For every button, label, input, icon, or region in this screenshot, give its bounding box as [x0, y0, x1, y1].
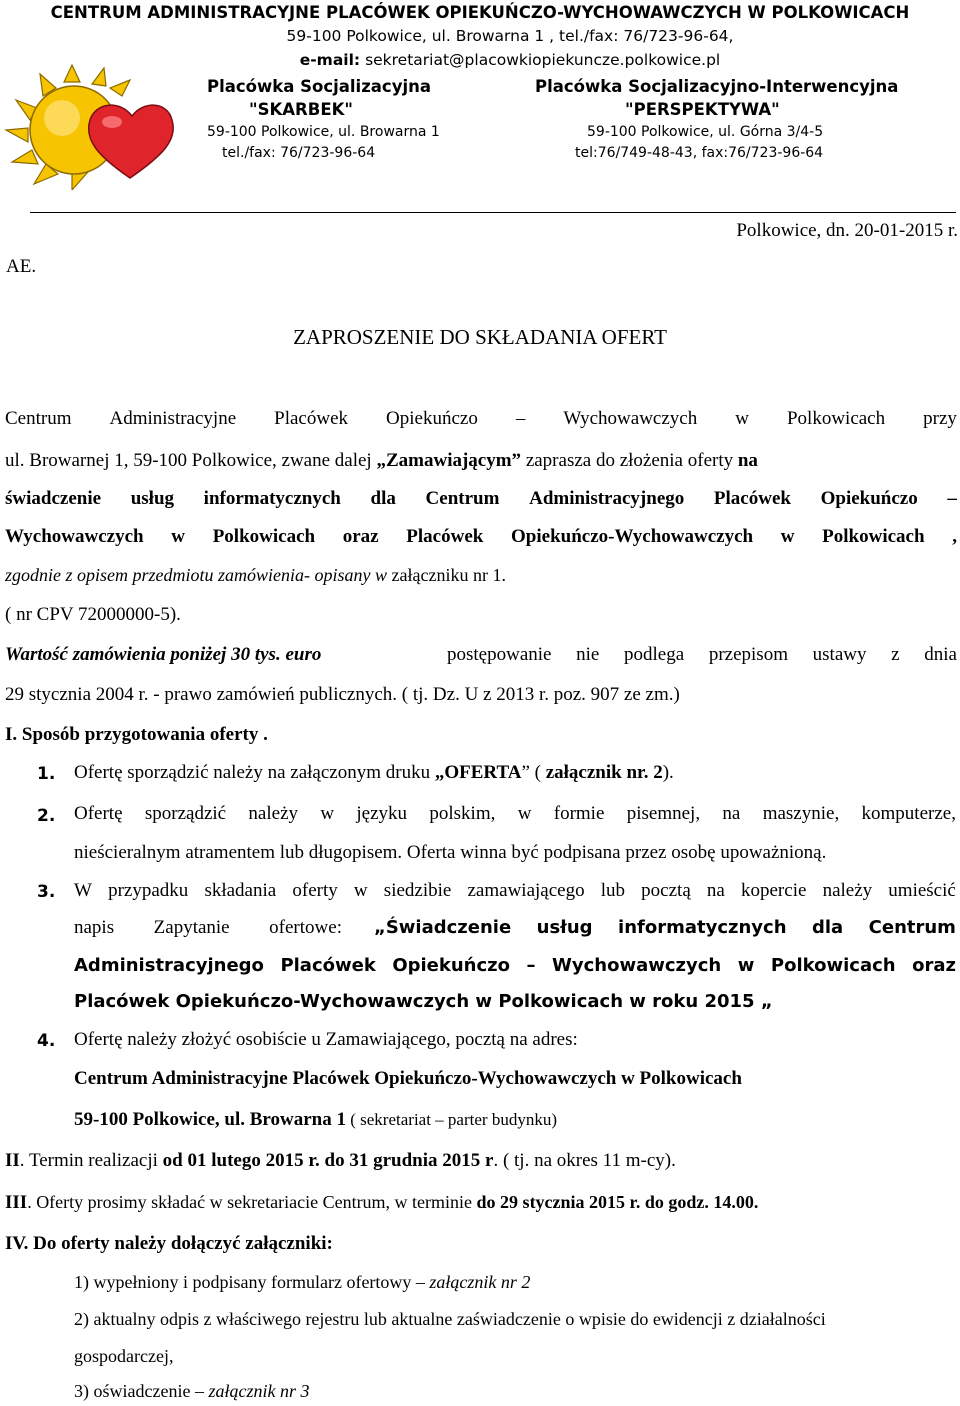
word: –	[526, 955, 536, 976]
word: dla	[811, 917, 844, 938]
word: Polkowicach	[770, 955, 896, 976]
intro-attachment-ref: załączniku nr 1.	[387, 565, 506, 585]
intro-bold-na: na	[737, 450, 758, 471]
word: Placówek	[406, 526, 484, 547]
sun-and-heart-logo	[0, 60, 195, 190]
word: komputerze,	[861, 803, 956, 824]
section-2-dates: od 01 lutego 2015 r. do 31 grudnia 2015 r	[162, 1150, 494, 1171]
reference: AE.	[6, 256, 37, 277]
item-4-line-3	[74, 1109, 557, 1131]
word: nie	[576, 644, 600, 665]
email-label: e-mail:	[299, 51, 361, 69]
item-1-number: 1.	[37, 764, 56, 784]
word: ustawy	[812, 644, 867, 665]
header-address-line: 59-100 Polkowice, ul. Browarna 1 , tel./fax: 76/723-96-64,	[286, 27, 734, 45]
item-2-line-2: nieścieralnym atramentem lub długopisem. Oferta winna być podpisana przez osobę upoważnioną.	[74, 842, 827, 863]
section-1-heading: I. Sposób przygotowania oferty .	[5, 724, 268, 745]
section-2	[5, 1150, 676, 1172]
word: dnia	[924, 644, 957, 665]
value-threshold: Wartość zamówienia poniżej 30 tys. euro	[5, 644, 322, 665]
word: Polkowicach	[786, 408, 886, 429]
word: języku	[356, 803, 408, 824]
word: W	[74, 880, 92, 901]
intro-line-3	[5, 488, 957, 510]
item-1-e: ).	[662, 762, 674, 783]
item-4-number: 4.	[37, 1031, 56, 1051]
item-1-text	[74, 762, 674, 784]
attachment-3	[74, 1381, 309, 1402]
intro-line-4	[5, 526, 957, 548]
left-institution-short: "SKARBEK"	[249, 100, 353, 119]
item-4-street: 59-100 Polkowice, ul. Browarna 1	[74, 1109, 346, 1130]
intro-line-2	[5, 450, 758, 472]
word: Wychowawczych	[552, 955, 722, 976]
value-line-2: 29 stycznia 2004 r. - prawo zamówień publicznych. ( tj. Dz. U z 2013 r. poz. 907 ze zm.)	[5, 684, 680, 705]
word: Placówek	[713, 488, 791, 509]
word: należy	[248, 803, 298, 824]
word: umieścić	[888, 880, 956, 901]
attachment-1-text: 1) wypełniony i podpisany formularz ofertowy –	[74, 1272, 430, 1292]
word: pocztą	[641, 880, 691, 901]
word: Wychowawczych	[5, 526, 144, 547]
item-3-line-3	[74, 955, 956, 976]
email-link[interactable]: sekretariat@placowkiopiekuncze.polkowice.pl	[365, 51, 721, 69]
word: Administracyjne	[109, 408, 237, 429]
intro-bold-term: „Zamawiającym”	[376, 450, 522, 471]
section-2-a: . Termin realizacji	[19, 1150, 163, 1171]
item-1-oferta: „OFERTA	[434, 762, 522, 783]
word: dla	[370, 488, 396, 509]
item-4-line-1: Ofertę należy złożyć osobiście u Zamawiającego, pocztą na adres:	[74, 1029, 578, 1050]
attachment-1-ref: załącznik nr 2	[429, 1272, 531, 1292]
word: usług	[536, 917, 593, 938]
word: w	[737, 955, 755, 976]
word: Centrum	[5, 408, 72, 429]
intro-text: ul. Browarnej 1, 59-100 Polkowice, zwane dalej	[5, 450, 377, 471]
section-2-c: . ( tj. na okres 11 m-cy).	[493, 1150, 676, 1171]
word: Opiekuńczo	[386, 408, 478, 429]
word: w	[780, 526, 795, 547]
intro-line-5	[5, 565, 506, 586]
word: napis	[74, 917, 115, 938]
item-2-line-1	[74, 803, 956, 825]
attachment-3-ref: załącznik nr 3	[208, 1381, 310, 1401]
value-text	[447, 644, 957, 666]
word: ofertowe:	[269, 917, 342, 938]
right-institution-name: Placówka Socjalizacyjno-Interwencyjna	[535, 77, 899, 96]
item-4-note: ( sekretariat – parter budynku)	[345, 1110, 557, 1129]
word: Centrum	[868, 917, 956, 938]
word: Opiekuńczo	[392, 955, 510, 976]
header-org-line: CENTRUM ADMINISTRACYJNE PLACÓWEK OPIEKUŃCZO-WYCHOWAWCZYCH W POLKOWICACH	[50, 3, 910, 22]
word: Centrum	[425, 488, 500, 509]
word: –	[515, 408, 526, 429]
item-3-number: 3.	[37, 882, 56, 902]
word: informatycznych	[203, 488, 341, 509]
section-3-number: III	[5, 1192, 28, 1213]
word: lub	[600, 880, 626, 901]
date-line: Polkowice, dn. 20-01-2015 r.	[736, 220, 958, 241]
word: składania	[204, 880, 277, 901]
right-address: 59-100 Polkowice, ul. Górna 3/4-5	[587, 124, 824, 140]
word: „Świadczenie	[374, 917, 512, 938]
word: Opiekuńczo-Wychowawczych	[511, 526, 754, 547]
word: na	[706, 880, 725, 901]
word: Ofertę	[74, 803, 123, 824]
word: w	[735, 408, 749, 429]
word: formie	[553, 803, 605, 824]
word: ,	[952, 526, 957, 547]
word: polskim,	[429, 803, 496, 824]
word: Polkowicach	[822, 526, 925, 547]
item-3-line-1	[74, 880, 956, 902]
section-3-deadline: do 29 stycznia 2015 r. do godz. 14.00.	[476, 1192, 759, 1212]
word: maszynie,	[762, 803, 840, 824]
word: na	[722, 803, 741, 824]
word: postępowanie	[447, 644, 552, 665]
word: oraz	[912, 955, 956, 976]
section-3-a: . Oferty prosimy składać w sekretariacie Centrum, w terminie	[27, 1192, 477, 1212]
word: z	[891, 644, 900, 665]
item-2-number: 2.	[37, 806, 56, 826]
item-3-napis	[74, 917, 342, 939]
left-institution-name: Placówka Socjalizacyjna	[207, 77, 432, 96]
word: w	[171, 526, 186, 547]
word: pisemnej,	[626, 803, 701, 824]
right-institution-short: "PERSPEKTYWA"	[625, 100, 780, 119]
word: w	[353, 880, 368, 901]
intro-italic: zgodnie z opisem przedmiotu zamówienia- opisany w	[5, 565, 387, 585]
word: Zapytanie	[153, 917, 230, 938]
section-3	[5, 1192, 758, 1214]
word: Polkowicach	[212, 526, 316, 547]
cpv-code: ( nr CPV 72000000-5).	[5, 604, 181, 625]
left-phone: tel./fax: 76/723-96-64	[222, 145, 376, 161]
word: przepisom	[708, 644, 788, 665]
word: –	[947, 488, 957, 509]
item-4-address: Centrum Administracyjne Placówek Opiekuńczo-Wychowawczych w Polkowicach	[74, 1068, 742, 1089]
word: Wychowawczych	[563, 408, 698, 429]
attachment-1	[74, 1272, 530, 1293]
right-phone: tel:76/749-48-43, fax:76/723-96-64	[575, 145, 824, 161]
word: Opiekuńczo	[820, 488, 918, 509]
section-4-heading: IV. Do oferty należy dołączyć załączniki:	[5, 1233, 333, 1254]
heart-icon	[89, 105, 174, 178]
word: oferty	[292, 880, 338, 901]
item-3-line-4: Placówek Opiekuńczo-Wychowawczych w Polkowicach w roku 2015 „	[74, 991, 773, 1012]
word: podlega	[624, 644, 685, 665]
word: usług	[130, 488, 175, 509]
section-2-number: II	[5, 1150, 20, 1171]
word: przypadku	[108, 880, 189, 901]
item-3-line-2	[74, 917, 956, 939]
word: oraz	[342, 526, 379, 547]
word: siedzibie	[383, 880, 452, 901]
word: Placówek	[280, 955, 376, 976]
intro-line-1	[5, 408, 957, 430]
word: w	[320, 803, 335, 824]
value-line-1	[5, 644, 957, 666]
item-1-c: ” (	[521, 762, 546, 783]
intro-text-2: zaprasza do złożenia oferty	[521, 450, 738, 471]
word: Administracyjnego	[529, 488, 685, 509]
attachment-3-text: 3) oświadczenie –	[74, 1381, 209, 1401]
attachment-2-line-2: gospodarczej,	[74, 1346, 174, 1366]
attachment-2-line-1: 2) aktualny odpis z właściwego rejestru lub aktualne zaświadczenie o wpisie do ewidencji z działalności	[74, 1309, 826, 1329]
word: przy	[923, 408, 957, 429]
word: w	[517, 803, 532, 824]
word: zamawiającego	[467, 880, 585, 901]
word: Placówek	[274, 408, 349, 429]
header-divider	[30, 212, 956, 213]
word: należy	[822, 880, 873, 901]
item-1-a: Ofertę sporządzić należy na załączonym druku	[74, 762, 435, 783]
word: Administracyjnego	[74, 955, 264, 976]
left-address: 59-100 Polkowice, ul. Browarna 1	[207, 124, 440, 140]
item-3-title-part-1	[374, 917, 956, 938]
item-1-attachment: załącznik nr. 2	[545, 762, 663, 783]
word: świadczenie	[5, 488, 102, 509]
word: informatycznych	[618, 917, 787, 938]
word: sporządzić	[144, 803, 227, 824]
document-title: ZAPROSZENIE DO SKŁADANIA OFERT	[293, 325, 667, 349]
word: kopercie	[741, 880, 807, 901]
